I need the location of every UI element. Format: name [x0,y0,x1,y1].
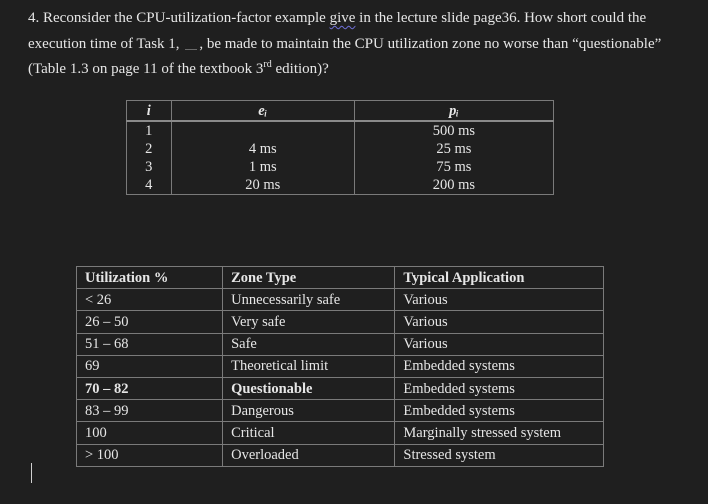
zone-cell[interactable]: Unnecessarily safe [223,289,395,311]
zone-table-header [77,267,604,289]
superscript-rd: rd [263,59,272,70]
task-cell[interactable]: 200 ms [354,176,553,195]
zone-cell[interactable]: Stressed system [395,444,604,466]
task-row [127,140,554,158]
zone-cell[interactable]: Various [395,333,604,355]
zone-cell[interactable]: Critical [223,422,395,444]
header-p: pᵢ [354,101,553,122]
task-cell[interactable]: 1 [127,121,172,140]
zone-cell[interactable]: Overloaded [223,444,395,466]
spellcheck-word[interactable]: give [329,10,356,26]
task-cell[interactable]: 1 ms [171,158,354,176]
zone-table [76,266,604,467]
task-cell[interactable]: 20 ms [171,176,354,195]
task-cell[interactable]: 4 [127,176,172,195]
zone-cell[interactable]: Embedded systems [395,377,604,399]
zone-cell[interactable]: 83 – 99 [77,400,223,422]
question-part3: , be made to maintain the CPU utilization zone no worse than “questionable” (Table 1.3 on page 11 of the textbook 3 [28,35,662,77]
task-row [127,158,554,176]
zone-cell[interactable]: 70 – 82 [77,377,223,399]
text-cursor [31,463,32,483]
task-table-header [127,101,554,122]
zone-cell[interactable]: Embedded systems [395,355,604,377]
task-row [127,121,554,140]
zone-cell[interactable]: > 100 [77,444,223,466]
zone-row [77,355,604,377]
zone-cell[interactable]: Theoretical limit [223,355,395,377]
task-cell[interactable] [171,121,354,140]
zone-row [77,422,604,444]
zone-cell[interactable]: 51 – 68 [77,333,223,355]
zone-cell[interactable]: Various [395,289,604,311]
task-cell[interactable]: 25 ms [354,140,553,158]
zone-row [77,333,604,355]
zone-cell[interactable]: 26 – 50 [77,311,223,333]
zone-row [77,311,604,333]
task-cell[interactable]: 2 [127,140,172,158]
task-cell[interactable]: 4 ms [171,140,354,158]
zone-cell[interactable]: Embedded systems [395,400,604,422]
zone-cell[interactable]: Marginally stressed system [395,422,604,444]
task-table [126,100,554,195]
question-part2: in the lecture slide page36. How short could the execution time of Task 1, [28,10,647,52]
header-e: eᵢ [171,101,354,122]
zone-cell[interactable]: 69 [77,355,223,377]
task-cell[interactable]: 500 ms [354,121,553,140]
zone-row [77,289,604,311]
zone-row [77,444,604,466]
zone-row-questionable [77,377,604,399]
task-row [127,176,554,195]
equation-placeholder[interactable] [185,39,197,50]
task-cell[interactable]: 3 [127,158,172,176]
question-part1: 4. Reconsider the CPU-utilization-factor example [28,10,330,26]
zone-row [77,400,604,422]
header-utilization: Utilization % [77,267,223,289]
zone-cell[interactable]: Questionable [223,377,395,399]
zone-cell[interactable]: 100 [77,422,223,444]
task-cell[interactable]: 75 ms [354,158,553,176]
zone-cell[interactable]: Safe [223,333,395,355]
header-zone-type: Zone Type [223,267,395,289]
question-text [28,6,688,83]
zone-cell[interactable]: Various [395,311,604,333]
zone-cell[interactable]: Very safe [223,311,395,333]
header-i: i [127,101,172,122]
question-part4: edition)? [271,61,329,77]
header-application: Typical Application [395,267,604,289]
zone-cell[interactable]: Dangerous [223,400,395,422]
zone-cell[interactable]: < 26 [77,289,223,311]
